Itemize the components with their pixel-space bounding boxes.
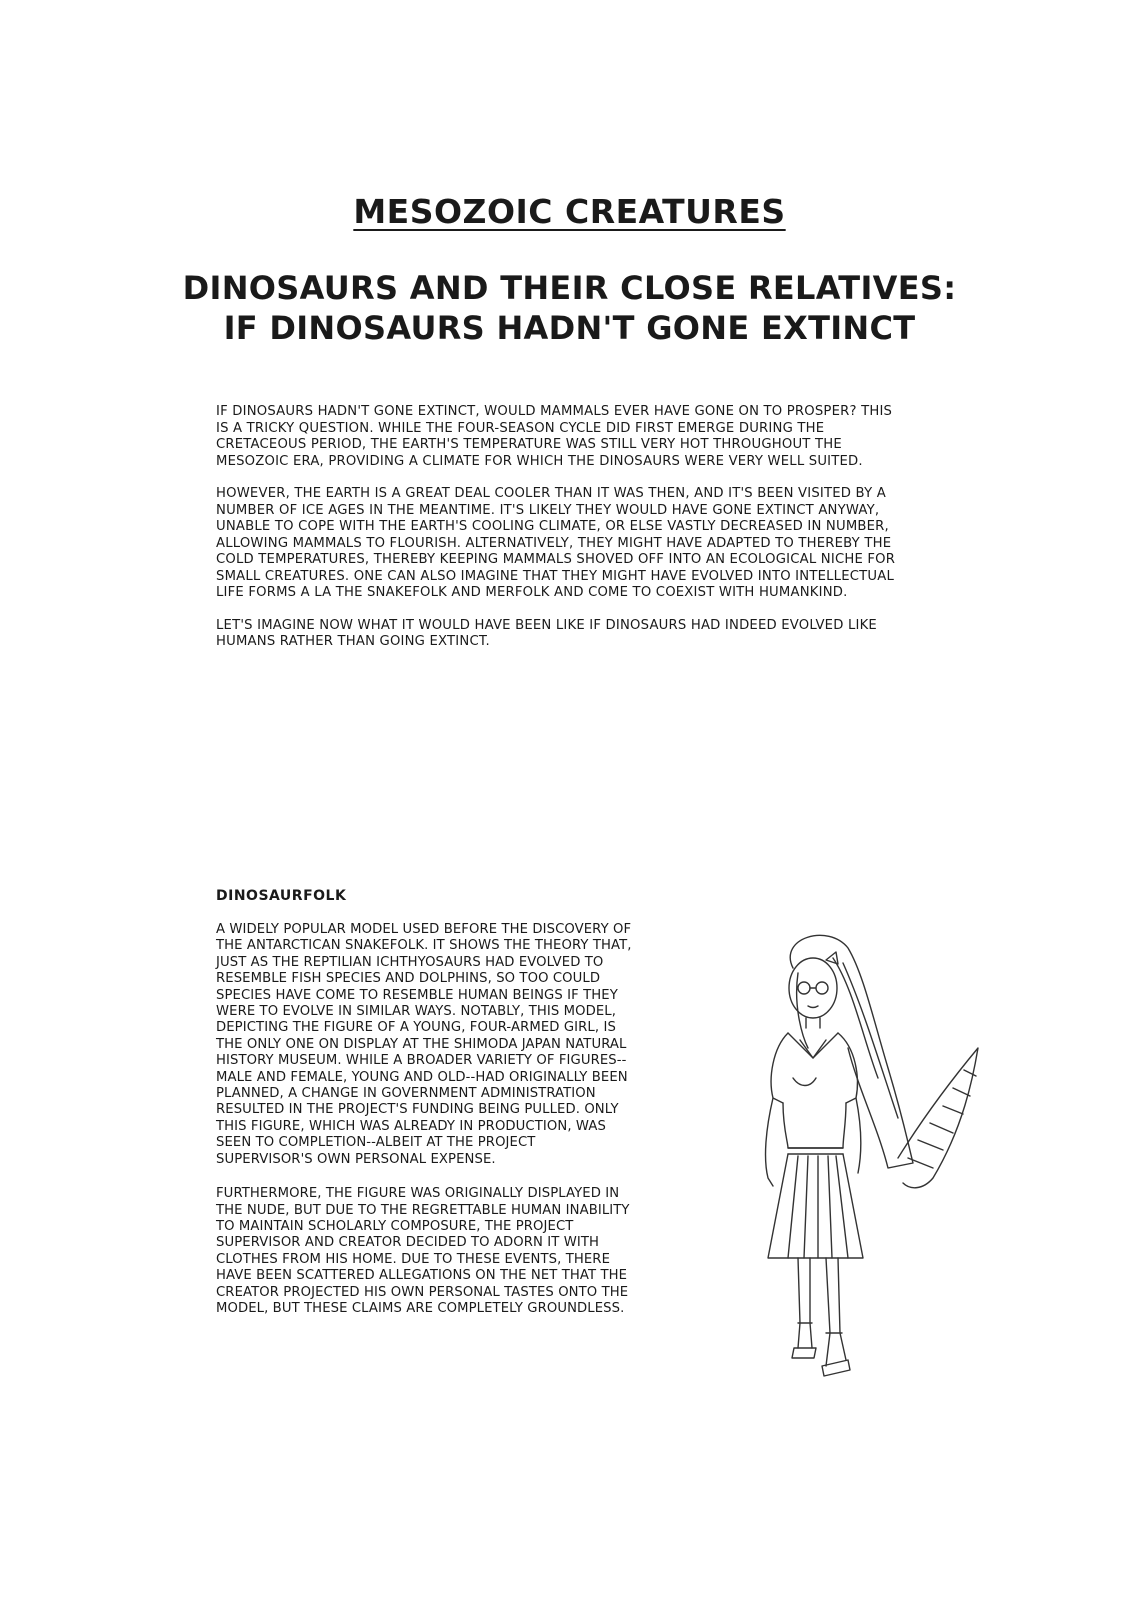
section-title: MESOZOIC CREATURES	[353, 192, 786, 231]
intro-paragraph: LET'S IMAGINE NOW WHAT IT WOULD HAVE BEEN LIKE IF DINOSAURS HAD INDEED EVOLVED LIKE HUMANS RATHER THAN GOING EXTINCT.	[216, 617, 877, 649]
intro-paragraph: HOWEVER, THE EARTH IS A GREAT DEAL COOLER THAN IT WAS THEN, AND IT'S BEEN VISITED BY A NUMBER OF ICE AGES IN THE MEANTIME. IT'S LIKELY THEY WOULD HAVE GONE EXTINCT ANYWAY, UNABLE TO COPE WITH THE EARTH'S COOLING CLIMATE, OR ELSE VASTLY DECREASED IN NUMBER, ALLOWING MAMMALS TO FLOURISH. ALTERNATIVELY, THEY MIGHT HAVE ADAPTED TO THEREBY THE COLD TEMPERATURES, THEREBY KEEPING MAMMALS SHOVED OFF INTO AN ECOLOGICAL NICHE FOR SMALL CREATURES. ONE CAN ALSO IMAGINE THAT THEY MIGHT HAVE EVOLVED INTO INTELLECTUAL LIFE FORMS A LA THE SNAKEFOLK AND MERFOLK AND COME TO COEXIST WITH HUMANKIND.	[216, 486, 896, 600]
intro-text	[216, 404, 906, 667]
intro-paragraph: IF DINOSAURS HADN'T GONE EXTINCT, WOULD MAMMALS EVER HAVE GONE ON TO PROSPER? THIS IS A TRICKY QUESTION. WHILE THE FOUR-SEASON CYCLE DID FIRST EMERGE DURING THE CRETACEOUS PERIOD, THE EARTH'S TEMPERATURE WAS STILL VERY HOT THROUGHOUT THE MESOZOIC ERA, PROVIDING A CLIMATE FOR WHICH THE DINOSAURS WERE VERY WELL SUITED.	[216, 404, 893, 469]
dinosaurfolk-paragraph: A WIDELY POPULAR MODEL USED BEFORE THE DISCOVERY OF THE ANTARCTICAN SNAKEFOLK. IT SHOWS THE THEORY THAT, JUST AS THE REPTILIAN ICHTHYOSAURS HAD EVOLVED TO RESEMBLE FISH SPECIES AND DOLPHINS, SO TOO COULD SPECIES HAVE COME TO RESEMBLE HUMAN BEINGS IF THEY WERE TO EVOLVE IN SIMILAR WAYS. NOTABLY, THIS MODEL, DEPICTING THE FIGURE OF A YOUNG, FOUR-ARMED GIRL, IS THE ONLY ONE ON DISPLAY AT THE SHIMODA JAPAN NATURAL HISTORY MUSEUM. WHILE A BROADER VARIETY OF FIGURES--MALE AND FEMALE, YOUNG AND OLD--HAD ORIGINALLY BEEN PLANNED, A CHANGE IN GOVERNMENT ADMINISTRATION RESULTED IN THE PROJECT'S FUNDING BEING PULLED. ONLY THIS FIGURE, WHICH WAS ALREADY IN PRODUCTION, WAS SEEN TO COMPLETION--ALBEIT AT THE PROJECT SUPERVISOR'S OWN PERSONAL EXPENSE.	[216, 922, 632, 1167]
page-title	[0, 268, 1139, 348]
dinosaurfolk-paragraph: FURTHERMORE, THE FIGURE WAS ORIGINALLY DISPLAYED IN THE NUDE, BUT DUE TO THE REGRETTABLE HUMAN INABILITY TO MAINTAIN SCHOLARLY COMPOSURE, THE PROJECT SUPERVISOR AND CREATOR DECIDED TO ADORN IT WITH CLOTHES FROM HIS HOME. DUE TO THESE EVENTS, THERE HAVE BEEN SCATTERED ALLEGATIONS ON THE NET THAT THE CREATOR PROJECTED HIS OWN PERSONAL TASTES ONTO THE MODEL, BUT THESE CLAIMS ARE COMPLETELY GROUNDLESS.	[216, 1186, 630, 1316]
dinosaurfolk-heading: DINOSAURFOLK	[216, 888, 347, 904]
dinosaurfolk-figure-illustration	[738, 928, 998, 1388]
page-title-line-2: IF DINOSAURS HADN'T GONE EXTINCT	[223, 309, 916, 347]
page-title-line-1: DINOSAURS AND THEIR CLOSE RELATIVES:	[182, 269, 957, 307]
dinosaurfolk-text	[216, 922, 636, 1335]
